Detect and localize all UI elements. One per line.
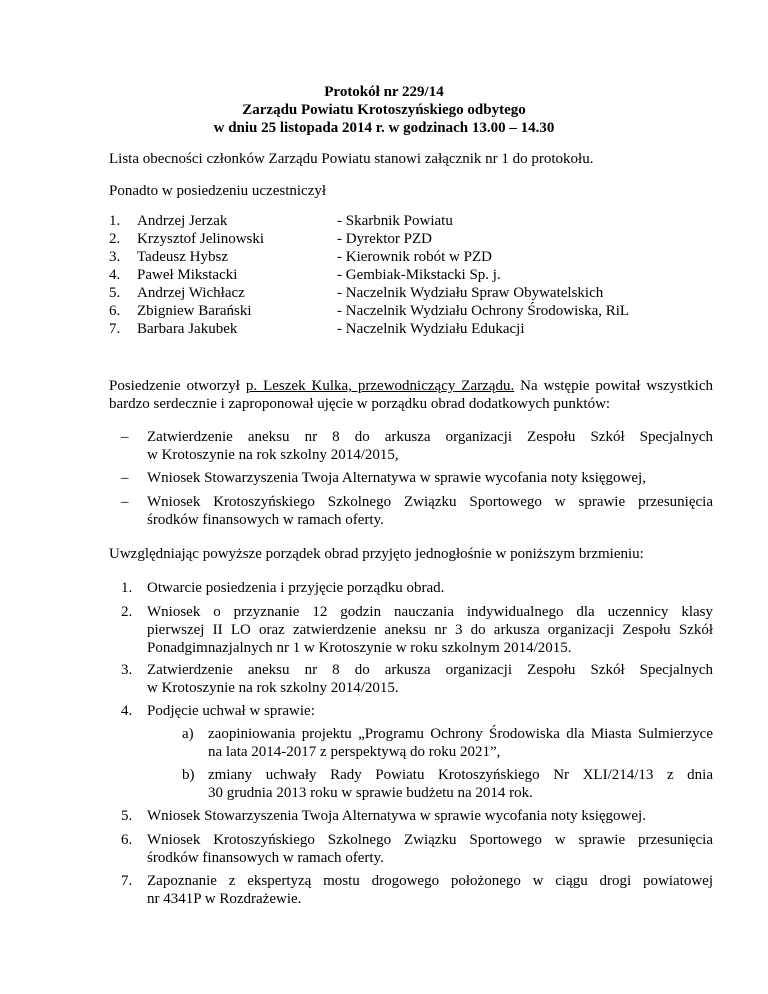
agenda-subitem — [182, 766, 713, 802]
attendee-row — [109, 320, 669, 338]
participants-intro: Ponadto w posiedzeniu uczestniczył — [109, 183, 327, 199]
attendee-role: - Skarbnik Powiatu — [337, 213, 453, 229]
attendee-role: - Kierownik robót w PZD — [337, 249, 492, 265]
agenda-item — [109, 603, 713, 657]
agenda-line: Zatwierdzenie aneksu nr 8 do arkusza organizacji Zespołu Szkół Specjalnych — [147, 662, 713, 678]
agenda-item — [109, 579, 713, 597]
agenda-number: 1. — [121, 580, 133, 596]
extra-point-text — [147, 493, 713, 529]
agenda-line: w Krotoszynie na rok szkolny 2014/2015. — [147, 680, 399, 696]
agenda-item — [109, 807, 713, 825]
attendee-name: Paweł Mikstacki — [137, 267, 238, 283]
chairman-name: p. Leszek Kulka, przewodniczący Zarządu. — [245, 378, 515, 394]
dash-bullet: – — [121, 429, 129, 445]
subitem-line: 30 grudnia 2013 roku w sprawie budżetu na 2014 rok. — [208, 785, 533, 801]
attendee-number: 2. — [109, 231, 121, 247]
subitem-letter: a) — [182, 726, 194, 742]
opening-line-2: bardzo serdecznie i zaproponował ujęcie w porządku obrad dodatkowych punktów: — [109, 396, 611, 412]
attendance-note: Lista obecności członków Zarządu Powiatu stanowi załącznik nr 1 do protokołu. — [109, 151, 594, 167]
agenda-number: 6. — [121, 832, 133, 848]
agenda-item — [109, 661, 713, 697]
title-line-1: Protokół nr 229/14 — [324, 84, 444, 100]
agenda-text — [147, 603, 713, 657]
extra-point-line: Zatwierdzenie aneksu nr 8 do arkusza organizacji Zespołu Szkół Specjalnych — [147, 429, 713, 445]
extra-point-text — [147, 469, 713, 487]
agenda-line: Otwarcie posiedzenia i przyjęcie porządku obrad. — [147, 580, 445, 596]
attendee-name: Zbigniew Barański — [137, 303, 252, 319]
agenda-number: 2. — [121, 604, 133, 620]
agenda-line: Zapoznanie z ekspertyzą mostu drogowego położonego w ciągu drogi powiatowej — [147, 873, 713, 889]
agenda-line: pierwszej II LO oraz zatwierdzenie aneksu nr 3 do arkusza organizacji Zespołu Szkół — [147, 622, 713, 638]
agenda-subitem — [182, 725, 713, 761]
subitem-letter: b) — [182, 767, 195, 783]
subitem-line: zmiany uchwały Rady Powiatu Krotoszyńskiego Nr XLI/214/13 z dnia — [208, 767, 713, 783]
extra-point — [109, 493, 713, 529]
attendee-role: - Naczelnik Wydziału Spraw Obywatelskich — [337, 285, 604, 301]
attendee-name: Krzysztof Jelinowski — [137, 231, 265, 247]
agenda-number: 3. — [121, 662, 133, 678]
extra-point — [109, 469, 713, 487]
title-line-3: w dniu 25 listopada 2014 r. w godzinach 13.00 – 14.30 — [213, 120, 555, 136]
attendee-list — [109, 212, 669, 338]
attendee-role: - Dyrektor PZD — [337, 231, 432, 247]
opening-paragraph — [109, 377, 713, 413]
agenda-text — [147, 807, 713, 825]
opening-line-1 — [109, 377, 713, 395]
agenda-text — [147, 579, 713, 597]
attendee-row — [109, 230, 669, 248]
attendee-name: Andrzej Wichłacz — [137, 285, 245, 301]
dash-bullet: – — [121, 494, 129, 510]
attendee-role: - Gembiak-Mikstacki Sp. j. — [337, 267, 501, 283]
attendee-number: 7. — [109, 321, 121, 337]
subitem-line: na lata 2014-2017 z perspektywą do roku 2021”, — [208, 744, 501, 760]
subitem-text — [208, 766, 713, 802]
extra-point-line: środków finansowych w ramach oferty. — [147, 512, 384, 528]
attendee-name: Andrzej Jerzak — [137, 213, 228, 229]
subitem-text — [208, 725, 713, 761]
agenda-intro: Uwzględniając powyższe porządek obrad przyjęto jednogłośnie w poniższym brzmieniu: — [109, 546, 644, 562]
agenda-item — [109, 872, 713, 908]
agenda-item — [109, 702, 713, 720]
attendee-row — [109, 284, 669, 302]
attendee-number: 4. — [109, 267, 121, 283]
agenda-number: 7. — [121, 873, 133, 889]
agenda-number: 4. — [121, 703, 133, 719]
subitem-line: zaopiniowania projektu „Programu Ochrony Środowiska dla Miasta Sulmierzyce — [208, 726, 713, 742]
attendee-row — [109, 266, 669, 284]
extra-point-text — [147, 428, 713, 464]
extra-point-line: Wniosek Stowarzyszenia Twoja Alternatywa w sprawie wycofania noty księgowej, — [147, 470, 646, 486]
agenda-line: Podjęcie uchwał w sprawie: — [147, 703, 315, 719]
opening-text-post: Na wstępie powitał wszystkich — [514, 378, 713, 394]
attendee-role: - Naczelnik Wydziału Ochrony Środowiska, RiL — [337, 303, 630, 319]
agenda-text — [147, 831, 713, 867]
agenda-number: 5. — [121, 808, 133, 824]
agenda-line: Ponadgimnazjalnych nr 1 w Krotoszynie w roku szkolnym 2014/2015. — [147, 640, 572, 656]
agenda-line: Wniosek o przyznanie 12 godzin nauczania indywidualnego dla uczennicy klasy — [147, 604, 713, 620]
agenda-line: Wniosek Stowarzyszenia Twoja Alternatywa w sprawie wycofania noty księgowej. — [147, 808, 646, 824]
attendee-number: 6. — [109, 303, 121, 319]
extra-point-line: Wniosek Krotoszyńskiego Szkolnego Związku Sportowego w sprawie przesunięcia — [147, 494, 713, 510]
agenda-line: Wniosek Krotoszyńskiego Szkolnego Związku Sportowego w sprawie przesunięcia — [147, 832, 713, 848]
attendee-row — [109, 302, 669, 320]
attendee-row — [109, 248, 669, 266]
attendee-number: 3. — [109, 249, 121, 265]
agenda-text — [147, 661, 713, 697]
attendee-row — [109, 212, 669, 230]
agenda-line: środków finansowych w ramach oferty. — [147, 850, 384, 866]
agenda-line: nr 4341P w Rozdrażewie. — [147, 891, 302, 907]
attendee-number: 1. — [109, 213, 121, 229]
attendee-role: - Naczelnik Wydziału Edukacji — [337, 321, 525, 337]
extra-point — [109, 428, 713, 464]
title-line-2: Zarządu Powiatu Krotoszyńskiego odbytego — [242, 102, 526, 118]
attendee-name: Tadeusz Hybsz — [137, 249, 229, 265]
attendee-name: Barbara Jakubek — [137, 321, 238, 337]
extra-point-line: w Krotoszynie na rok szkolny 2014/2015, — [147, 447, 399, 463]
dash-bullet: – — [121, 470, 129, 486]
agenda-text — [147, 872, 713, 908]
opening-text-pre: Posiedzenie otworzył — [109, 378, 246, 394]
protocol-title — [0, 83, 768, 137]
agenda-text — [147, 702, 713, 720]
attendee-number: 5. — [109, 285, 121, 301]
agenda-item — [109, 831, 713, 867]
